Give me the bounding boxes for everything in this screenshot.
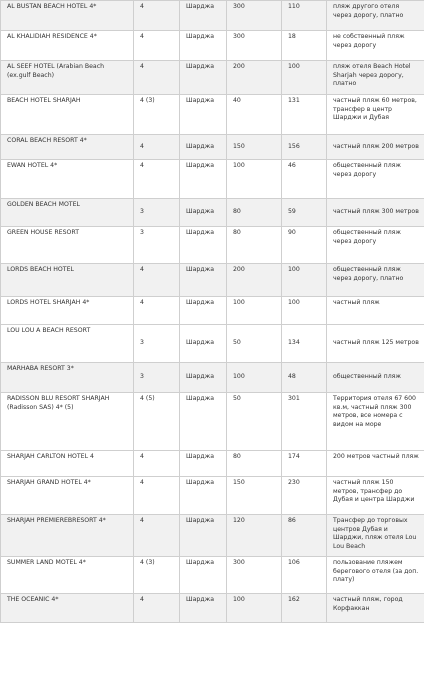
hotel-stars-cell: 4 [134,31,180,61]
table-row [1,325,424,363]
hotel-stars-cell: 4 [134,515,180,557]
hotel-stars-cell: 4 [134,135,180,160]
hotel-name-cell: SHARJAH CARLTON HOTEL 4 [1,451,134,477]
hotel-city-cell: Шарджа [180,297,227,325]
hotel-beach-cell: частный пляж 300 метров [327,199,424,227]
hotel-rooms-cell: 59 [282,199,327,227]
hotel-name-cell: LORDS HOTEL SHARJAH 4* [1,297,134,325]
hotel-rooms-cell: 90 [282,227,327,264]
table-row [1,515,424,557]
hotel-rooms-cell: 162 [282,594,327,623]
hotel-name-cell: EWAN HOTEL 4* [1,160,134,199]
table-row [1,477,424,515]
hotel-city-cell: Шарджа [180,594,227,623]
hotel-beach-cell: частный пляж [327,297,424,325]
hotel-rooms-cell: 48 [282,363,327,393]
hotels-table-body [1,1,424,623]
table-row [1,160,424,199]
table-row [1,297,424,325]
hotel-stars-cell: 3 [134,199,180,227]
hotel-beach-cell: пляж другого отеля через дорогу, платно [327,1,424,31]
hotel-beach-cell: частный пляж, город Корфаккан [327,594,424,623]
hotel-rooms-cell: 18 [282,31,327,61]
table-row [1,95,424,135]
hotel-stars-cell: 3 [134,227,180,264]
table-row [1,199,424,227]
hotel-beach-cell: не собственный пляж через дорогу [327,31,424,61]
hotel-beach-cell: общественный пляж через дорогу [327,160,424,199]
hotel-rooms-cell: 131 [282,95,327,135]
hotel-stars-cell: 4 [134,477,180,515]
hotel-distance-cell: 150 [227,477,282,515]
hotel-stars-cell: 4 [134,594,180,623]
hotel-name-cell: MARHABA RESORT 3* [1,363,134,393]
hotel-rooms-cell: 106 [282,557,327,594]
hotel-name-cell: GOLDEN BEACH MOTEL [1,199,134,227]
hotel-name-cell: SUMMER LAND MOTEL 4* [1,557,134,594]
hotel-distance-cell: 300 [227,1,282,31]
hotel-distance-cell: 100 [227,363,282,393]
table-row [1,451,424,477]
hotel-name-cell: CORAL BEACH RESORT 4* [1,135,134,160]
hotel-city-cell: Шарджа [180,363,227,393]
hotel-rooms-cell: 100 [282,297,327,325]
hotel-beach-cell: частный пляж 200 метров [327,135,424,160]
hotel-distance-cell: 300 [227,557,282,594]
hotel-city-cell: Шарджа [180,199,227,227]
hotel-city-cell: Шарджа [180,1,227,31]
hotel-name-cell: SHARJAH PREMIEREBRESORT 4* [1,515,134,557]
hotel-rooms-cell: 230 [282,477,327,515]
table-row [1,135,424,160]
hotel-city-cell: Шарджа [180,451,227,477]
hotel-distance-cell: 100 [227,160,282,199]
hotel-distance-cell: 80 [227,227,282,264]
hotel-city-cell: Шарджа [180,31,227,61]
table-row [1,264,424,297]
table-row [1,363,424,393]
hotel-rooms-cell: 134 [282,325,327,363]
hotel-stars-cell: 4 (5) [134,393,180,451]
hotel-stars-cell: 4 (3) [134,95,180,135]
hotel-distance-cell: 200 [227,61,282,95]
hotel-name-cell: AL BUSTAN BEACH HOTEL 4* [1,1,134,31]
hotel-rooms-cell: 86 [282,515,327,557]
hotel-rooms-cell: 100 [282,61,327,95]
hotel-beach-cell: частный пляж 60 метров, трансфер в центр Шарджи и Дубая [327,95,424,135]
hotel-beach-cell: пользование пляжем берегового отеля (за доп. плату) [327,557,424,594]
table-row [1,31,424,61]
hotel-distance-cell: 200 [227,264,282,297]
hotel-city-cell: Шарджа [180,515,227,557]
table-row [1,61,424,95]
hotel-city-cell: Шарджа [180,160,227,199]
table-row [1,227,424,264]
hotel-beach-cell: 200 метров частный пляж [327,451,424,477]
hotel-rooms-cell: 156 [282,135,327,160]
hotel-distance-cell: 300 [227,31,282,61]
hotel-stars-cell: 3 [134,325,180,363]
hotel-city-cell: Шарджа [180,135,227,160]
hotel-city-cell: Шарджа [180,325,227,363]
hotel-distance-cell: 80 [227,451,282,477]
hotel-distance-cell: 100 [227,297,282,325]
hotel-beach-cell: частный пляж 150 метров, трансфер до Дубая и центра Шарджи [327,477,424,515]
hotel-beach-cell: Территория отеля 67 600 кв.м, частный пляж 300 метров, все номера с видом на море [327,393,424,451]
hotel-beach-cell: общественный пляж через дорогу, платно [327,264,424,297]
hotel-beach-cell: общественный пляж [327,363,424,393]
hotel-name-cell: AL KHALIDIAH RESIDENCE 4* [1,31,134,61]
hotel-stars-cell: 4 [134,264,180,297]
hotel-city-cell: Шарджа [180,477,227,515]
hotel-name-cell: BEACH HOTEL SHARJAH [1,95,134,135]
hotel-stars-cell: 4 [134,451,180,477]
hotel-city-cell: Шарджа [180,95,227,135]
hotel-name-cell: THE OCEANIC 4* [1,594,134,623]
hotel-beach-cell: пляж отеля Beach Hotel Sharjah через дорогу, платно [327,61,424,95]
hotel-stars-cell: 4 [134,1,180,31]
table-row [1,393,424,451]
hotel-rooms-cell: 110 [282,1,327,31]
hotel-rooms-cell: 174 [282,451,327,477]
hotel-beach-cell: частный пляж 125 метров [327,325,424,363]
hotel-city-cell: Шарджа [180,61,227,95]
hotel-distance-cell: 50 [227,393,282,451]
hotel-stars-cell: 4 [134,61,180,95]
hotel-rooms-cell: 46 [282,160,327,199]
hotel-name-cell: SHARJAH GRAND HOTEL 4* [1,477,134,515]
hotel-stars-cell: 4 [134,297,180,325]
hotel-stars-cell: 3 [134,363,180,393]
hotel-distance-cell: 40 [227,95,282,135]
hotel-distance-cell: 50 [227,325,282,363]
hotel-distance-cell: 120 [227,515,282,557]
hotel-beach-cell: общественный пляж через дорогу [327,227,424,264]
hotel-stars-cell: 4 [134,160,180,199]
hotel-city-cell: Шарджа [180,557,227,594]
table-row [1,594,424,623]
hotel-stars-cell: 4 (3) [134,557,180,594]
hotel-name-cell: GREEN HOUSE RESORT [1,227,134,264]
hotel-rooms-cell: 301 [282,393,327,451]
hotel-beach-cell: Трансфер до торговых центров Дубая и Шарджи, пляж отеля Lou Lou Beach [327,515,424,557]
hotel-name-cell: LOU LOU A BEACH RESORT [1,325,134,363]
hotel-rooms-cell: 100 [282,264,327,297]
hotel-name-cell: AL SEEF HOTEL (Arabian Beach (ex.gulf Beach) [1,61,134,95]
hotel-city-cell: Шарджа [180,264,227,297]
hotel-city-cell: Шарджа [180,227,227,264]
table-row [1,557,424,594]
table-row [1,1,424,31]
hotel-city-cell: Шарджа [180,393,227,451]
hotel-distance-cell: 80 [227,199,282,227]
hotel-distance-cell: 150 [227,135,282,160]
hotel-name-cell: LORDS BEACH HOTEL [1,264,134,297]
hotel-distance-cell: 100 [227,594,282,623]
hotel-name-cell: RADISSON BLU RESORT SHARJAH (Radisson SAS) 4* (5) [1,393,134,451]
